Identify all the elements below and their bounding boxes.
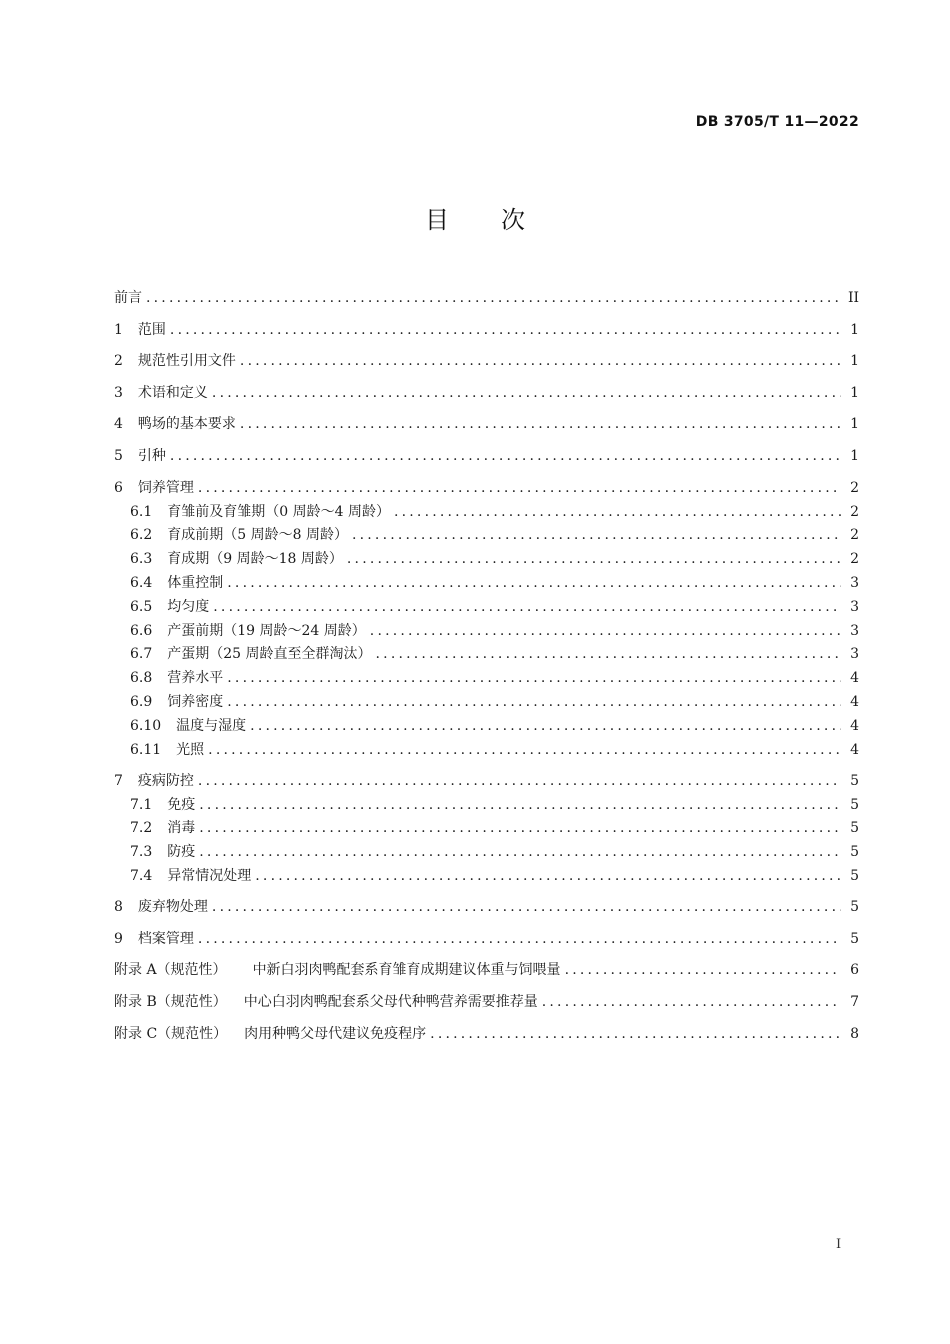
toc-entry-page: 2 <box>850 551 859 568</box>
toc-entry-number: 6.9 <box>130 693 153 710</box>
toc-entry-appendix-b[interactable] <box>114 992 859 1012</box>
toc-entry-7-1[interactable] <box>114 795 859 815</box>
toc-entry-page: 3 <box>850 574 859 591</box>
toc-entry-label: 均匀度 <box>167 598 210 615</box>
toc-leader-dots <box>430 1024 841 1044</box>
toc-leader-dots <box>212 383 841 403</box>
toc-entry-5[interactable] <box>114 446 859 466</box>
toc-entry-6-11[interactable] <box>114 740 859 760</box>
toc-leader-dots <box>199 842 841 862</box>
toc-entry-7-4[interactable] <box>114 866 859 886</box>
toc-entry-6-9[interactable] <box>114 692 859 712</box>
toc-entry-number: 6.10 <box>130 717 162 734</box>
toc-leader-dots <box>376 644 841 664</box>
appendix-prefix: 附录 C（规范性） <box>114 1026 228 1043</box>
toc-entry-label: 饲养密度 <box>167 693 224 710</box>
toc-entry-page: 1 <box>850 384 859 401</box>
toc-entry-page: 4 <box>850 693 859 710</box>
toc-entry-6-10[interactable] <box>114 716 859 736</box>
toc-leader-dots <box>146 288 841 308</box>
toc-entry-page: 2 <box>850 503 859 520</box>
toc-entry-appendix-a[interactable] <box>114 960 859 980</box>
toc-entry-page: 5 <box>850 844 859 861</box>
toc-entry-number: 6.4 <box>130 574 153 591</box>
toc-entry-page: 4 <box>850 670 859 687</box>
toc-entry-7-2[interactable] <box>114 818 859 838</box>
toc-entry-label: 产蛋前期（19 周龄～24 周龄） <box>167 622 366 639</box>
toc-entry-1[interactable] <box>114 320 859 340</box>
toc-entry-page: 2 <box>850 527 859 544</box>
table-of-contents <box>114 288 859 1056</box>
toc-leader-dots <box>394 502 841 522</box>
toc-entry-label: 异常情况处理 <box>167 867 252 884</box>
toc-entry-label: 饲养管理 <box>137 479 194 496</box>
toc-entry-number: 3 <box>114 384 123 401</box>
toc-entry-page: 5 <box>850 796 859 813</box>
toc-entry-number: 7.2 <box>130 820 153 837</box>
toc-entry-page: 5 <box>850 772 859 789</box>
toc-leader-dots <box>170 320 841 340</box>
toc-entry-page: 5 <box>850 867 859 884</box>
toc-leader-dots <box>352 525 841 545</box>
toc-entry-3[interactable] <box>114 383 859 403</box>
toc-entry-label: 育雏前及育雏期（0 周龄～4 周龄） <box>167 503 390 520</box>
toc-leader-dots <box>198 771 841 791</box>
toc-entry-number: 6 <box>114 479 123 496</box>
toc-entry-number: 2 <box>114 353 123 370</box>
toc-entry-label: 术语和定义 <box>137 384 208 401</box>
toc-leader-dots <box>227 668 841 688</box>
toc-entry-6-6[interactable] <box>114 621 859 641</box>
toc-entry-2[interactable] <box>114 351 859 371</box>
toc-entry-number: 6.2 <box>130 527 153 544</box>
toc-entry-number: 6.5 <box>130 598 153 615</box>
toc-entry-number: 7.3 <box>130 844 153 861</box>
toc-entry-number: 4 <box>114 416 123 433</box>
toc-entry-page: 3 <box>850 622 859 639</box>
toc-entry-label: 前言 <box>114 290 142 306</box>
toc-leader-dots <box>227 692 841 712</box>
toc-entry-label: 引种 <box>137 447 166 464</box>
toc-entry-page: 6 <box>850 962 859 979</box>
toc-entry-6-2[interactable] <box>114 525 859 545</box>
toc-leader-dots <box>208 740 841 760</box>
toc-entry-6-8[interactable] <box>114 668 859 688</box>
toc-entry-label: 育成期（9 周龄～18 周龄） <box>167 551 343 568</box>
toc-entry-number: 8 <box>114 898 123 915</box>
toc-entry-6-1[interactable] <box>114 502 859 522</box>
toc-entry-page: 3 <box>850 646 859 663</box>
toc-entry-number: 1 <box>114 321 123 338</box>
toc-entry-foreword[interactable] <box>114 288 859 308</box>
toc-entry-number: 5 <box>114 447 123 464</box>
toc-entry-number: 9 <box>114 930 123 947</box>
toc-entry-6-3[interactable] <box>114 549 859 569</box>
toc-entry-label: 范围 <box>137 321 166 338</box>
toc-leader-dots <box>370 621 841 641</box>
toc-entry-page: 4 <box>850 741 859 758</box>
toc-entry-number: 6.11 <box>130 741 162 758</box>
toc-leader-dots <box>255 866 841 886</box>
toc-entry-6-5[interactable] <box>114 597 859 617</box>
toc-entry-page: 1 <box>850 353 859 370</box>
toc-leader-dots <box>240 414 841 434</box>
page-number: I <box>836 1237 842 1252</box>
toc-leader-dots <box>199 818 841 838</box>
toc-entry-label: 光照 <box>176 741 205 758</box>
toc-leader-dots <box>542 992 841 1012</box>
standard-code: DB 3705/T 11—2022 <box>695 114 859 130</box>
toc-leader-dots <box>199 795 841 815</box>
toc-entry-number: 6.6 <box>130 622 153 639</box>
toc-entry-label: 疫病防控 <box>137 772 194 789</box>
toc-leader-dots <box>347 549 841 569</box>
toc-leader-dots <box>240 351 841 371</box>
page-title: 目次 <box>425 206 577 234</box>
toc-entry-number: 7 <box>114 772 123 789</box>
toc-entry-page: 2 <box>850 479 859 496</box>
toc-leader-dots <box>227 573 841 593</box>
toc-entry-page: 5 <box>850 898 859 915</box>
appendix-prefix: 附录 A（规范性） <box>114 962 227 979</box>
toc-entry-page: II <box>847 290 859 306</box>
toc-entry-label: 档案管理 <box>137 930 194 947</box>
toc-entry-label: 体重控制 <box>167 574 224 591</box>
appendix-prefix: 附录 B（规范性） <box>114 994 227 1011</box>
toc-entry-page: 1 <box>850 321 859 338</box>
toc-entry-label: 中心白羽肉鸭配套系父母代种鸭营养需要推荐量 <box>243 994 538 1011</box>
toc-entry-label: 鸭场的基本要求 <box>137 416 236 433</box>
toc-leader-dots <box>565 960 841 980</box>
toc-entry-page: 1 <box>850 416 859 433</box>
toc-leader-dots <box>198 929 841 949</box>
toc-entry-6[interactable] <box>114 478 859 498</box>
toc-entry-6-4[interactable] <box>114 573 859 593</box>
toc-entry-page: 3 <box>850 598 859 615</box>
toc-leader-dots <box>250 716 841 736</box>
toc-entry-9[interactable] <box>114 929 859 949</box>
toc-entry-label: 中新白羽肉鸭配套系育雏育成期建议体重与饲喂量 <box>252 962 561 979</box>
toc-entry-4[interactable] <box>114 414 859 434</box>
toc-entry-7-3[interactable] <box>114 842 859 862</box>
toc-entry-label: 消毒 <box>167 820 196 837</box>
toc-entry-appendix-c[interactable] <box>114 1024 859 1044</box>
toc-entry-number: 7.1 <box>130 796 153 813</box>
toc-entry-page: 5 <box>850 820 859 837</box>
toc-entry-number: 6.3 <box>130 551 153 568</box>
toc-leader-dots <box>170 446 841 466</box>
toc-entry-page: 4 <box>850 717 859 734</box>
toc-entry-page: 7 <box>850 994 859 1011</box>
toc-leader-dots <box>213 597 841 617</box>
toc-entry-label: 产蛋期（25 周龄直至全群淘汰） <box>167 646 372 663</box>
toc-entry-page: 8 <box>850 1026 859 1043</box>
toc-entry-7[interactable] <box>114 771 859 791</box>
toc-entry-6-7[interactable] <box>114 644 859 664</box>
toc-leader-dots <box>212 897 841 917</box>
toc-entry-label: 废弃物处理 <box>137 898 208 915</box>
toc-entry-label: 育成前期（5 周龄～8 周龄） <box>167 527 348 544</box>
toc-entry-page: 1 <box>850 447 859 464</box>
toc-entry-number: 6.8 <box>130 670 153 687</box>
toc-entry-label: 规范性引用文件 <box>137 353 236 370</box>
toc-entry-number: 6.7 <box>130 646 153 663</box>
toc-leader-dots <box>198 478 841 498</box>
toc-entry-label: 免疫 <box>167 796 196 813</box>
toc-entry-label: 防疫 <box>167 844 196 861</box>
toc-entry-8[interactable] <box>114 897 859 917</box>
toc-entry-number: 6.1 <box>130 503 153 520</box>
toc-entry-page: 5 <box>850 930 859 947</box>
toc-entry-number: 7.4 <box>130 867 153 884</box>
toc-entry-label: 肉用种鸭父母代建议免疫程序 <box>244 1026 427 1043</box>
toc-entry-label: 温度与湿度 <box>176 717 247 734</box>
toc-entry-label: 营养水平 <box>167 670 224 687</box>
